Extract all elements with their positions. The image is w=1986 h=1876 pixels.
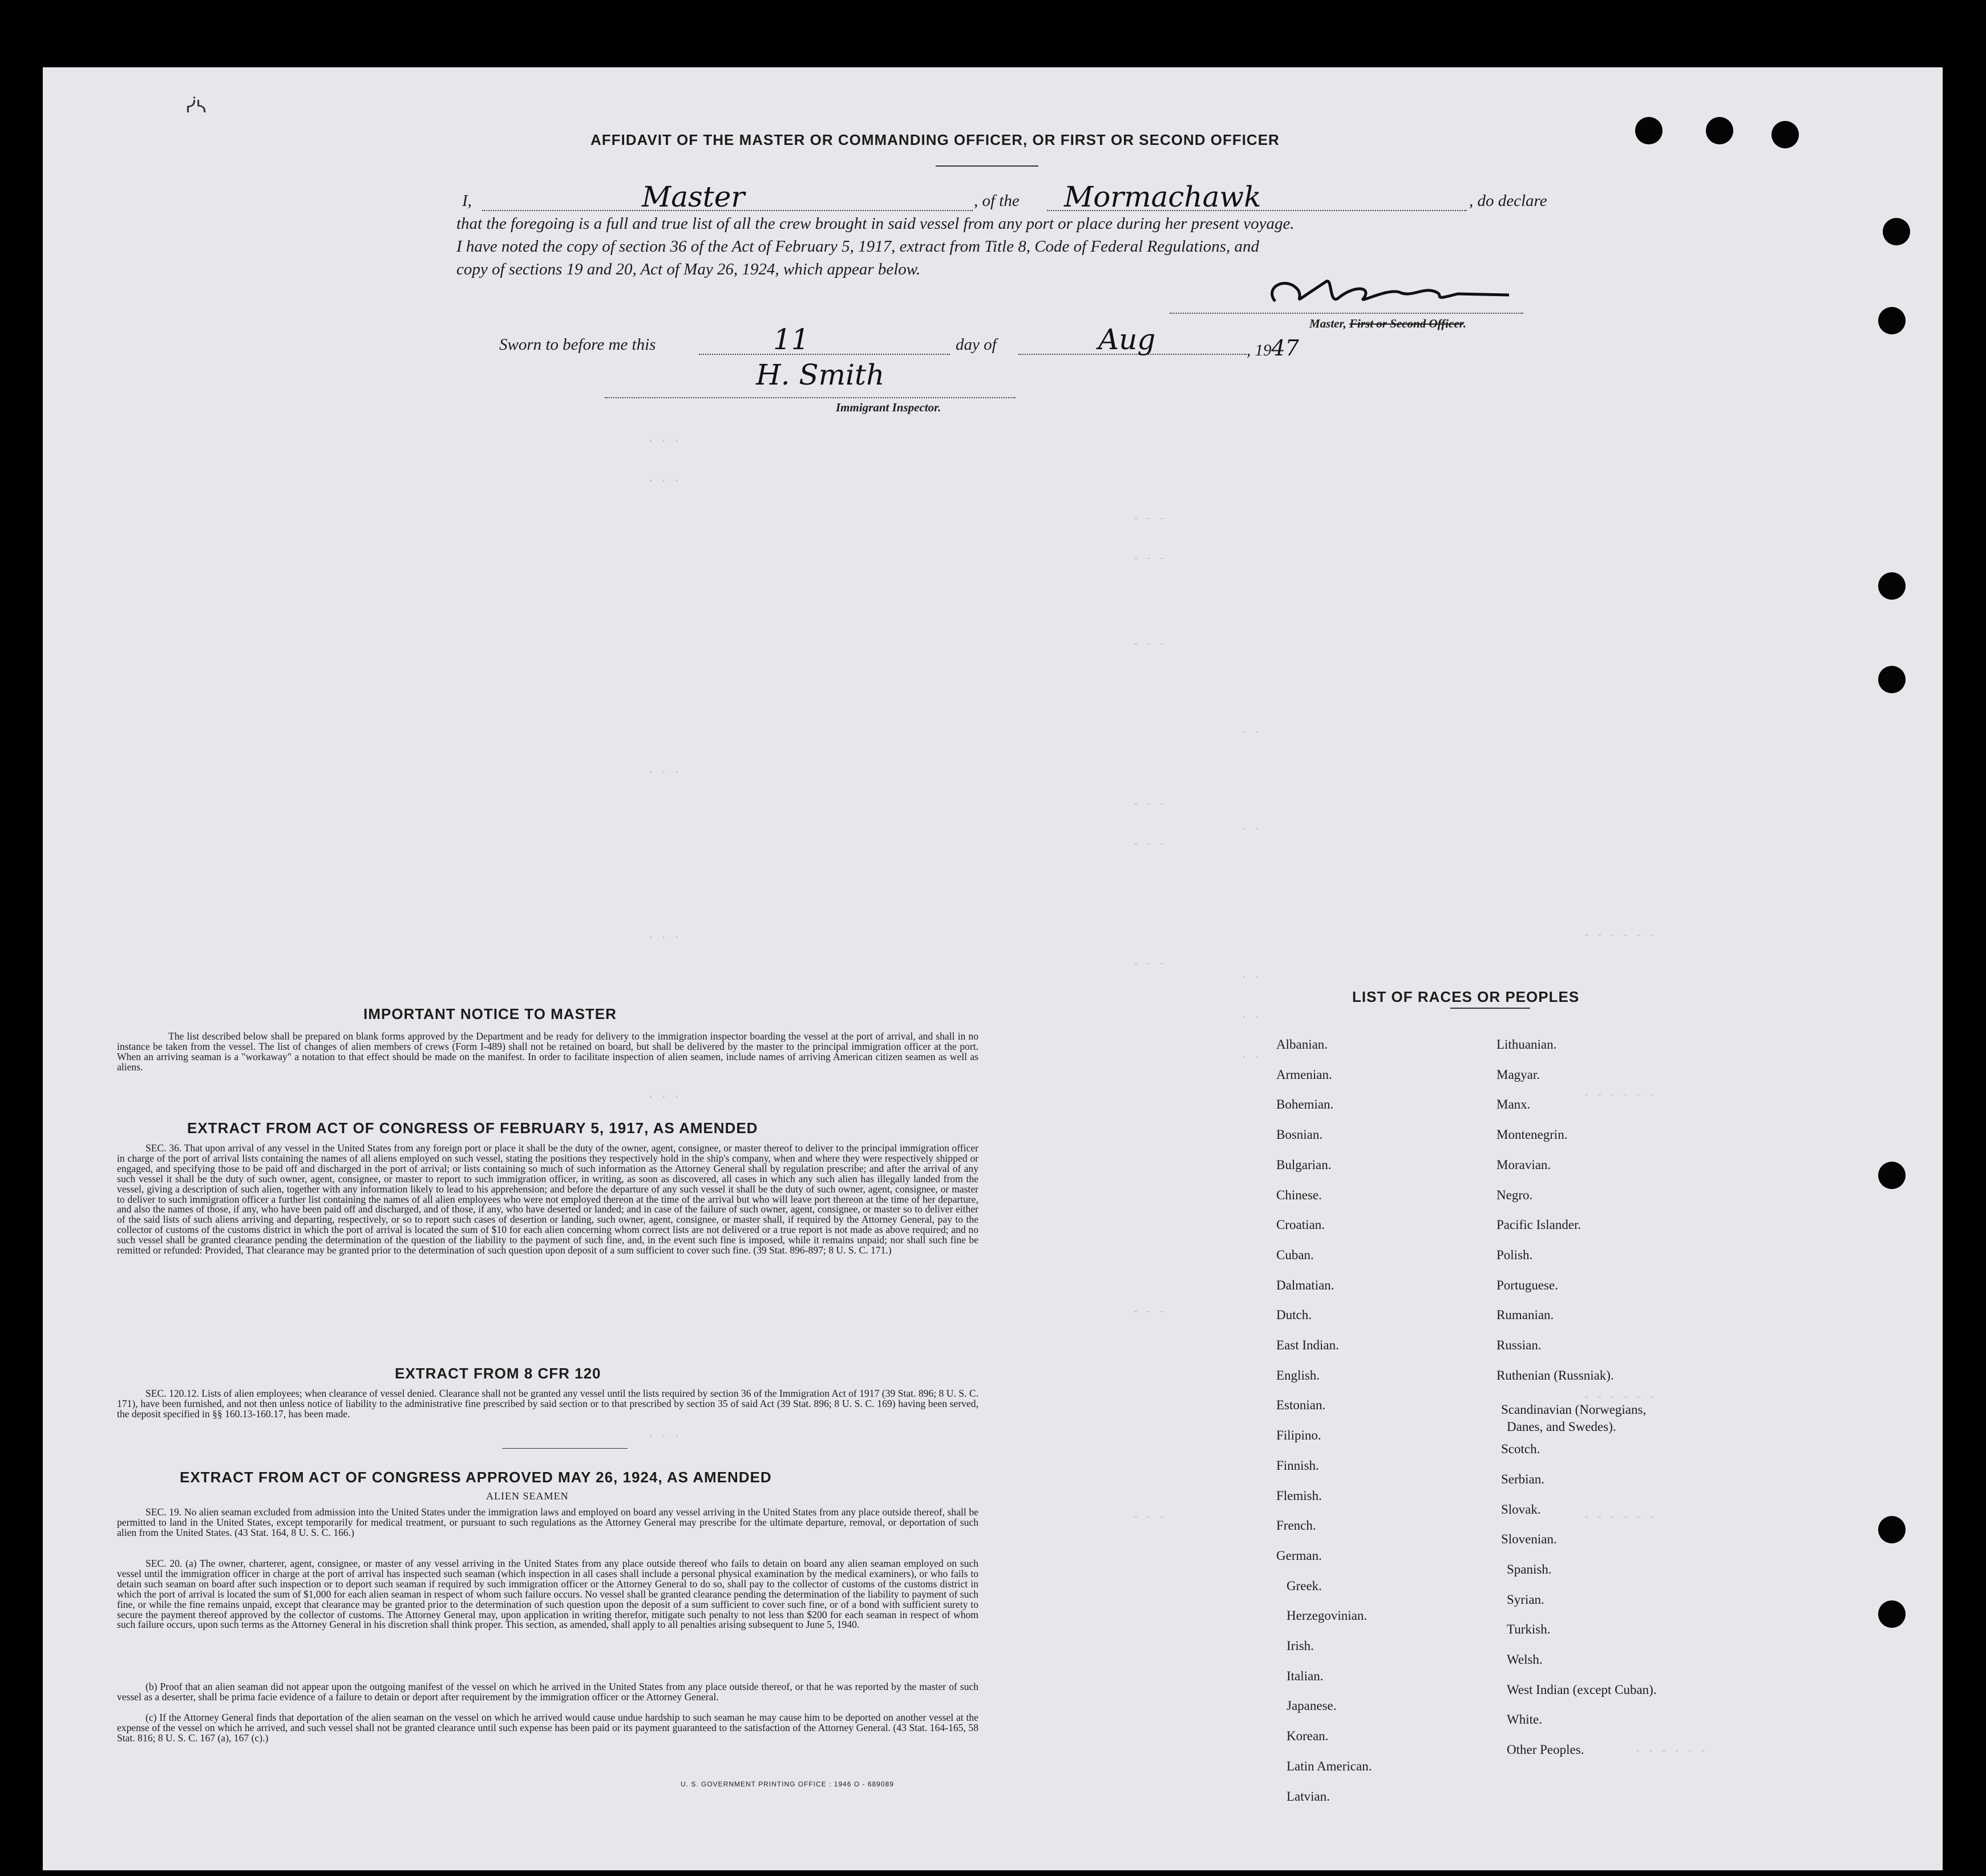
divider xyxy=(936,165,1038,167)
race-item: West Indian (except Cuban). xyxy=(1507,1682,1657,1697)
declaration-line-3: I have noted the copy of section 36 of the Act of February 5, 1917, extract from Title 8, Code of Federal Regulations, and xyxy=(456,237,1260,256)
punch-hole xyxy=(1878,1516,1906,1543)
bleed-mark: . . xyxy=(1241,1049,1261,1061)
extract-1917-body: SEC. 36. That upon arrival of any vessel in the United States from any foreign port or place it shall be the duty of the owner, agent, consignee, or master thereof to deliver to the principal immigration officer in charge of the port of arrival lists containing the names of all aliens employed on such vessel, stating the positions they respectively hold in the ship's company, when and where they were respectively shipped or engaged, and specifying those to be paid off and discharged in the port of arrival; or lists containing so much of such information as the Attorney General shall by regulation prescribe; and after the arrival of any such vessel it shall be the duty of such owner, agent, consignee, or master to report to such immigration officer, in writing, as soon as discovered, all cases in which any such alien has illegally landed from the vessel, giving a description of such alien, together with any information likely to lead to his apprehension; and before the departure of any such vessel it shall be the duty of such owner, agent, consignee, or master to deliver to such immigration officer a further list containing the names of all alien employees who were not employed thereon at the time of the arrival but who will leave port thereon at the time of her departure, and also the names of those, if any, who have been paid off and discharged, and of those, if any, who have deserted or landed; and in case of the failure of such owner, agent, consignee, or master so to deliver either of the said lists of such aliens arriving and departing, respectively, or so to report such cases of desertion or landing, such owner, agent, consignee, or master shall, if required by the Attorney General, pay to the collector of customs of the customs district in which the port of arrival is located the sum of $10 for each alien concerning whom correct lists are not delivered or a true report is not made as above required; and no such vessel shall be granted clearance pending the determination of the question of the liability to the payment of such fine, and, in the event such fine is imposed, while it remains unpaid; nor shall such fine be remitted or refunded: Provided, That clearance may be granted prior to the determination of such question upon deposit of a sum sufficient to cover such fine. (39 Stat. 896-897; 8 U. S. C. 171.) xyxy=(117,1142,978,1256)
race-item: Bosnian. xyxy=(1276,1127,1323,1142)
extract-cfr-title: EXTRACT FROM 8 CFR 120 xyxy=(395,1365,601,1382)
race-item: Korean. xyxy=(1287,1729,1329,1744)
race-item: Russian. xyxy=(1496,1338,1542,1352)
bleed-mark: . . . xyxy=(648,472,681,485)
bleed-mark: - - - xyxy=(1132,957,1166,970)
divider xyxy=(1450,1008,1530,1009)
inspector-signature: H. Smith xyxy=(756,358,885,391)
declaration-declare: , do declare xyxy=(1469,192,1547,210)
race-item: Herzegovinian. xyxy=(1287,1608,1368,1623)
race-item: Polish. xyxy=(1496,1247,1533,1262)
race-item: Estonian. xyxy=(1276,1398,1326,1413)
bleed-mark: - - - - - - xyxy=(1583,1391,1655,1404)
race-item: White. xyxy=(1507,1712,1542,1727)
bleed-mark: . . xyxy=(1241,1009,1261,1021)
bleed-mark: . . . xyxy=(648,929,681,941)
extract-1924-sec20b: (b) Proof that an alien seaman did not appear upon the outgoing manifest of the vessel on which he arrived in the United States from any place outside thereof, or that he was reported by the master of such vessel as a deserter, shall be prima facie evidence of a failure to detain or deport after requirement by the immigration officer or the Attorney General. xyxy=(117,1681,978,1703)
corner-mark: ᓰᓴ xyxy=(185,98,207,116)
bleed-mark: - - - xyxy=(1132,1511,1166,1523)
race-item: Japanese. xyxy=(1287,1699,1337,1713)
race-item: French. xyxy=(1276,1518,1316,1533)
extract-1924-sec20a: SEC. 20. (a) The owner, charterer, agent, consignee, or master of any vessel arriving in the United States from any place outside thereof who fails to detain on board any alien seaman employed on such vessel until the immigration officer in charge at the port of arrival has inspected such seaman (which inspection in all cases shall include a personal physical examination by the medical examiners), or who fails to detain such seaman on board after such inspection or to deport such seaman if required by such immigration officer or the Attorney General to do so, shall pay to the collector of customs of the customs district in which the port of arrival is located the sum of $1,000 for each alien seaman in respect of whom such failure occurs. No vessel shall be granted clearance pending the determination of the liability to payment of such fine, or while the fine remains unpaid, except that clearance may be granted prior to the determination of such question upon the deposit of a sum sufficient to cover such fine, or of a bond with sufficient surety to secure the payment thereof approved by the collector of customs. The Attorney General may, upon application in writing therefor, mitigate such penalty to not less than $200 for each seaman in respect of whom such failure occurs, upon such terms as the Attorney General in his discretion shall think proper. This section, as amended, shall apply to all penalties arising subsequent to June 5, 1940. xyxy=(117,1558,978,1631)
bleed-mark: - - - xyxy=(1132,838,1166,850)
punch-hole xyxy=(1878,307,1906,334)
race-item: Negro. xyxy=(1496,1187,1533,1202)
bleed-mark: . . xyxy=(1241,723,1261,736)
race-item: Dutch. xyxy=(1276,1308,1312,1323)
bleed-mark: . . . xyxy=(648,432,681,445)
punch-hole xyxy=(1635,117,1663,144)
bleed-mark: - - - xyxy=(1132,1305,1166,1318)
race-item: Rumanian. xyxy=(1496,1308,1554,1323)
declaration-line-2: that the foregoing is a full and true list of all the crew brought in said vessel from any port or place during her present voyage. xyxy=(456,215,1295,233)
extract-1917-title: EXTRACT FROM ACT OF CONGRESS OF FEBRUARY 5, 1917, AS AMENDED xyxy=(187,1119,758,1137)
bleed-mark: - - - xyxy=(1132,638,1166,650)
race-item: Filipino. xyxy=(1276,1428,1321,1443)
punch-hole xyxy=(1878,1600,1906,1628)
punch-hole xyxy=(1878,572,1906,600)
punch-hole xyxy=(1878,666,1906,693)
day-blank xyxy=(699,354,950,355)
bleed-mark: . . xyxy=(1241,969,1261,981)
extract-1924-sec20c: (c) If the Attorney General finds that deportation of the alien seaman on the vessel on which he arrived would cause undue hardship to such seaman he may cause him to be deported on another vessel at the expense of the vessel on which he arrived, and such vessel shall not be granted clearance until such expense has been paid or its payment guaranteed to the satisfaction of the Attorney General. (43 Stat. 164-165, 58 Stat. 816; 8 U. S. C. 167 (a), 167 (c).) xyxy=(117,1712,978,1744)
extract-cfr-body: SEC. 120.12. Lists of alien employees; when clearance of vessel denied. Clearance shall not be granted any vessel until the lists required by section 36 of the Immigration Act of 1917 (39 Stat. 896; 8 U. S. C. 171), have been furnished, and not then unless notice of liability to the administrative fine prescribed by said section or to that prescribed by section 35 of said Act (39 Stat. 896; 8 U. S. C. 169) having been served, the deposit specified in §§ 160.13-160.17, has been made. xyxy=(117,1388,978,1420)
bleed-mark: . . . xyxy=(648,1089,681,1101)
race-item: Magyar. xyxy=(1496,1067,1540,1082)
race-item: Armenian. xyxy=(1276,1067,1332,1082)
extract-1924-sec19: SEC. 19. No alien seaman excluded from admission into the United States under the immigration laws and employed on board any vessel arriving in the United States from any place outside thereof, shall be permitted to land in the United States, except temporarily for medical treatment, or pursuant to such regulations as the Attorney General may prescribe for the ultimate departure, removal, or deportation of such alien from the United States. (43 Stat. 164, 8 U. S. C. 166.) xyxy=(117,1506,978,1538)
race-item: Portuguese. xyxy=(1496,1277,1558,1292)
race-item: Moravian. xyxy=(1496,1157,1551,1172)
form-page xyxy=(43,67,1943,1870)
handwritten-day: 11 xyxy=(773,323,810,356)
divider xyxy=(502,1448,628,1449)
race-item: Irish. xyxy=(1287,1639,1314,1653)
race-item: Albanian. xyxy=(1276,1037,1328,1052)
bleed-mark: . . . xyxy=(648,1428,681,1441)
race-item: Slovenian. xyxy=(1501,1532,1557,1547)
bleed-mark: - - - xyxy=(1132,512,1166,525)
race-item: Bulgarian. xyxy=(1276,1157,1332,1172)
race-item: Flemish. xyxy=(1276,1488,1322,1503)
inspector-label: Immigrant Inspector. xyxy=(836,401,941,414)
race-item: Pacific Islander. xyxy=(1496,1218,1581,1232)
punch-hole xyxy=(1878,1162,1906,1189)
inspector-line xyxy=(605,397,1016,398)
punch-hole xyxy=(1706,117,1733,144)
race-item: Scotch. xyxy=(1501,1442,1540,1457)
race-item: Serbian. xyxy=(1501,1471,1545,1486)
punch-hole xyxy=(1883,218,1910,245)
race-item: Scandinavian (Norwegians, xyxy=(1501,1402,1647,1417)
race-item: Italian. xyxy=(1287,1668,1324,1683)
declaration-of-the: , of the xyxy=(974,192,1020,210)
race-item: East Indian. xyxy=(1276,1338,1339,1352)
punch-hole xyxy=(1771,121,1799,148)
bleed-mark: - - - - - - xyxy=(1583,1511,1655,1523)
race-item: Latin American. xyxy=(1287,1758,1372,1773)
handwritten-vessel: Mormachawk xyxy=(1064,180,1261,213)
bleed-mark: - - - - - - xyxy=(1583,1089,1655,1101)
race-item: Manx. xyxy=(1496,1097,1531,1112)
race-item: Finnish. xyxy=(1276,1458,1319,1473)
affidavit-title: AFFIDAVIT OF THE MASTER OR COMMANDING OFFICER, OR FIRST OR SECOND OFFICER xyxy=(590,131,1280,148)
race-item: Lithuanian. xyxy=(1496,1037,1557,1052)
extract-1924-title: EXTRACT FROM ACT OF CONGRESS APPROVED MAY 26, 1924, AS AMENDED xyxy=(180,1469,772,1486)
bleed-mark: - - - xyxy=(1132,798,1166,810)
race-item: German. xyxy=(1276,1548,1322,1563)
race-item: Welsh. xyxy=(1507,1652,1543,1667)
bleed-mark: - - - - - - xyxy=(1635,1745,1706,1757)
race-item: Croatian. xyxy=(1276,1218,1325,1232)
race-item: Syrian. xyxy=(1507,1592,1544,1607)
race-item: Other Peoples. xyxy=(1507,1742,1584,1757)
sworn-year: , 1947 xyxy=(1247,335,1299,361)
signature-line xyxy=(1170,313,1523,314)
declaration-i: I, xyxy=(462,192,472,210)
race-item: Dalmatian. xyxy=(1276,1277,1334,1292)
race-item: Slovak. xyxy=(1501,1502,1541,1517)
handwritten-month: Aug xyxy=(1098,323,1156,356)
race-item: Chinese. xyxy=(1276,1187,1322,1202)
race-item: Greek. xyxy=(1287,1578,1322,1593)
notice-body: The list described below shall be prepared on blank forms approved by the Department and be ready for delivery to the immigration inspector boarding the vessel at the port of arrival, and shall in no instance be taken from the vessel. The list of changes of alien members of crews (Form I-489) shall not be retained on board, but shall be delivered by the master to the principal immigration officer at the port. When an arriving seaman is a "workaway" a notation to that effect should be made on the manifest. In order to facilitate inspection of alien seamen, include names of arriving American citizen seamen as well as aliens. xyxy=(117,1030,978,1073)
race-item: Latvian. xyxy=(1287,1789,1330,1804)
handwritten-name: Master xyxy=(642,180,745,213)
printer-imprint: U. S. GOVERNMENT PRINTING OFFICE : 1946 O - 689089 xyxy=(681,1780,894,1788)
race-item: Montenegrin. xyxy=(1496,1127,1568,1142)
signature-label: Master, First or Second Officer. xyxy=(1309,317,1466,330)
bleed-mark: . . . xyxy=(648,763,681,776)
master-signature xyxy=(1241,270,1560,316)
declaration-line-4: copy of sections 19 and 20, Act of May 26, 1924, which appear below. xyxy=(456,260,921,278)
race-item: Bohemian. xyxy=(1276,1097,1334,1112)
race-item: Danes, and Swedes). xyxy=(1507,1420,1616,1434)
sworn-day-of: day of xyxy=(956,335,997,354)
notice-title: IMPORTANT NOTICE TO MASTER xyxy=(363,1005,617,1022)
races-title: LIST OF RACES OR PEOPLES xyxy=(1352,988,1580,1005)
extract-1924-subtitle: ALIEN SEAMEN xyxy=(486,1490,569,1502)
race-item: Turkish. xyxy=(1507,1622,1551,1637)
race-item: Cuban. xyxy=(1276,1247,1314,1262)
bleed-mark: . . xyxy=(1241,820,1261,833)
bleed-mark: - - - - - - xyxy=(1583,929,1655,941)
bleed-mark: - - - xyxy=(1132,552,1166,565)
race-item: Ruthenian (Russniak). xyxy=(1496,1368,1614,1382)
race-item: Spanish. xyxy=(1507,1562,1552,1576)
sworn-prefix: Sworn to before me this xyxy=(499,335,656,354)
race-item: English. xyxy=(1276,1368,1320,1382)
